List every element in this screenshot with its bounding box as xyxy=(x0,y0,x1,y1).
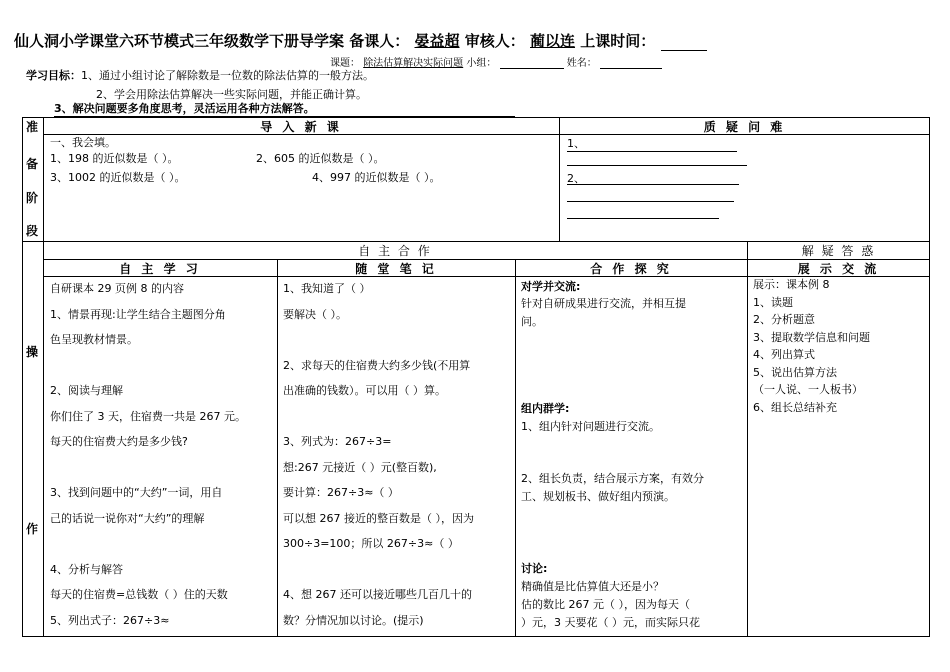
self-study-content xyxy=(50,276,246,633)
op-side-2: 作 xyxy=(26,522,39,536)
name-label: 姓名： xyxy=(566,58,597,69)
pair-title: 对学并交流: xyxy=(521,280,581,293)
doubt-line-4[interactable] xyxy=(567,201,734,202)
self-study-line: 你们住了 3 天，住宿费一共是 267 元。 xyxy=(50,409,246,423)
prep-side-3: 阶 xyxy=(26,191,39,205)
group-blank[interactable] xyxy=(500,68,564,69)
reviewer-label: 审核人： xyxy=(464,32,525,50)
page-title xyxy=(14,30,707,51)
prep-side-1: 准 xyxy=(26,120,39,134)
doubt-line-2[interactable] xyxy=(567,165,747,166)
group-title: 组内群学: xyxy=(521,402,570,415)
doubt-line-5[interactable] xyxy=(567,218,719,219)
subtitle-line xyxy=(330,54,662,69)
show-line: 5、说出估算方法 xyxy=(753,365,837,379)
show-line: 展示：课本例 8 xyxy=(753,278,830,291)
notes-line: 要解决（ ）。 xyxy=(283,307,347,321)
explore-header: 合 作 探 究 xyxy=(590,262,672,276)
discuss-line-3: ）元，3 天要花（ ）元，而实际只花 xyxy=(521,616,700,629)
self-study-line: 1、情景再现:让学生结合主题图分角 xyxy=(50,307,226,321)
show-content xyxy=(753,276,870,416)
discuss-line-2: 估的数比 267 元（ ），因为每天（ xyxy=(521,598,690,611)
show-line: 4、列出算式 xyxy=(753,348,815,361)
notes-line: 要计算：267÷3≈（ ） xyxy=(283,486,399,499)
show-line: 6、组长总结补充 xyxy=(753,400,837,414)
reviewer-name: 蔺以连 xyxy=(530,32,576,50)
op-col-divider-1 xyxy=(277,259,278,637)
preparer-label: 备课人： xyxy=(349,32,410,50)
preparer-name: 晏益超 xyxy=(414,32,460,50)
notes-line xyxy=(283,557,474,583)
learning-goals xyxy=(26,68,374,84)
name-blank[interactable] xyxy=(600,68,662,69)
self-study-line: 5、列出式子：267÷3≈ xyxy=(50,613,170,627)
question-2: 2、605 的近似数是（ ）。 xyxy=(256,152,385,165)
intro-header: 导 入 新 课 xyxy=(260,120,342,134)
title-text: 仙人洞小学课堂六环节模式三年级数学下册导学案 xyxy=(14,32,345,50)
self-study-line: 己的话说一说你对“大约”的理解 xyxy=(50,511,205,525)
notes-line: 出准确的钱数）。可以用（ ）算。 xyxy=(283,384,446,397)
goal-2: 2、学会用除法估算解决一些实际问题，并能正确计算。 xyxy=(96,88,367,101)
class-time-blank[interactable] xyxy=(661,50,707,51)
group-item-2a: 2、组长负责，结合展示方案，有效分 xyxy=(521,472,704,485)
topic-label: 课题： xyxy=(330,58,360,69)
notes-content xyxy=(283,276,474,633)
question-1: 1、198 的近似数是（ ）。 xyxy=(50,152,179,165)
doubt-line-1[interactable] xyxy=(567,151,737,152)
doubt-1-label: 1、 xyxy=(567,137,585,150)
prep-side-4: 段 xyxy=(26,224,39,238)
notes-line xyxy=(283,404,474,430)
notes-line: 数？分情况加以讨论。(提示) xyxy=(283,613,424,627)
notes-line: 4、想 267 还可以接近哪些几百几十的 xyxy=(283,588,472,601)
show-line: 2、分析题意 xyxy=(753,313,815,326)
self-study-line: 3、找到问题中的“大约”一词，用自 xyxy=(50,486,223,499)
pair-text-2: 问。 xyxy=(521,315,543,328)
notes-header: 随 堂 笔 记 xyxy=(355,262,437,276)
prep-col-divider xyxy=(559,117,560,241)
self-study-line: 2、阅读与理解 xyxy=(50,384,123,397)
self-study-line: 每天的住宿费大约是多少钱? xyxy=(50,435,188,448)
self-study-line xyxy=(50,353,246,379)
side-divider xyxy=(43,117,44,637)
notes-line: 可以想 267 接近的整百数是（ ），因为 xyxy=(283,511,474,525)
op-side-1: 操 xyxy=(26,345,39,359)
show-header: 展 示 交 流 xyxy=(797,262,880,276)
doubt-2-label: 2、 xyxy=(567,172,585,185)
cooperate-header: 自 主 合 作 xyxy=(358,244,432,258)
class-time-label: 上课时间： xyxy=(580,32,656,50)
self-study-line: 每天的住宿费=总钱数（ ）住的天数 xyxy=(50,588,228,601)
show-line: （一人说、一人板书） xyxy=(753,383,863,396)
self-study-header: 自 主 学 习 xyxy=(119,262,201,276)
notes-line xyxy=(283,327,474,353)
self-study-line xyxy=(50,455,246,481)
group-label: 小组： xyxy=(466,58,497,69)
notes-line: 1、我知道了（ ） xyxy=(283,282,371,295)
goal-3: 3、解决问题要多角度思考，灵活运用各种方法解答。 xyxy=(54,100,515,117)
doubt-header: 质 疑 问 难 xyxy=(703,120,786,134)
goal-1: 1、通过小组讨论了解除数是一位数的除法估算的一般方法。 xyxy=(81,69,374,82)
prep-side-2: 备 xyxy=(26,157,39,171)
group-item-1: 1、组内针对问题进行交流。 xyxy=(521,420,660,433)
notes-line: 3、列式为：267÷3= xyxy=(283,435,392,448)
group-item-2b: 工、规划板书、做好组内预演。 xyxy=(521,490,675,503)
question-4: 4、997 的近似数是（ ）。 xyxy=(312,171,441,184)
pair-text-1: 针对自研成果进行交流，并相互提 xyxy=(521,297,686,310)
resolve-header: 解 疑 答 惑 xyxy=(801,244,876,258)
notes-line: 2、求每天的住宿费大约多少钱(不用算 xyxy=(283,358,471,372)
self-study-line: 色呈现教材情景。 xyxy=(50,333,138,346)
show-line: 3、提取数学信息和问题 xyxy=(753,330,870,344)
self-study-line: 4、分析与解答 xyxy=(50,562,123,576)
discuss-line-1: 精确值是比估算值大还是小？ xyxy=(521,580,664,593)
question-3: 3、1002 的近似数是（ ）。 xyxy=(50,171,186,184)
discuss-title: 讨论: xyxy=(521,562,548,575)
self-study-line: 自研课本 29 页例 8 的内容 xyxy=(50,282,184,295)
goals-label: 学习目标： xyxy=(26,69,81,82)
doubt-line-3[interactable] xyxy=(567,184,739,185)
notes-line: 想:267 元接近（ ）元(整百数), xyxy=(283,460,437,474)
notes-line: 300÷3=100；所以 267÷3≈（ ） xyxy=(283,537,459,550)
show-line: 1、读题 xyxy=(753,295,793,309)
self-study-line xyxy=(50,531,246,557)
op-col-divider-3 xyxy=(747,241,748,637)
op-col-divider-2 xyxy=(515,259,516,637)
fill-in-heading: 一、我会填。 xyxy=(50,136,116,149)
topic-text: 除法估算解决实际问题 xyxy=(363,58,464,69)
